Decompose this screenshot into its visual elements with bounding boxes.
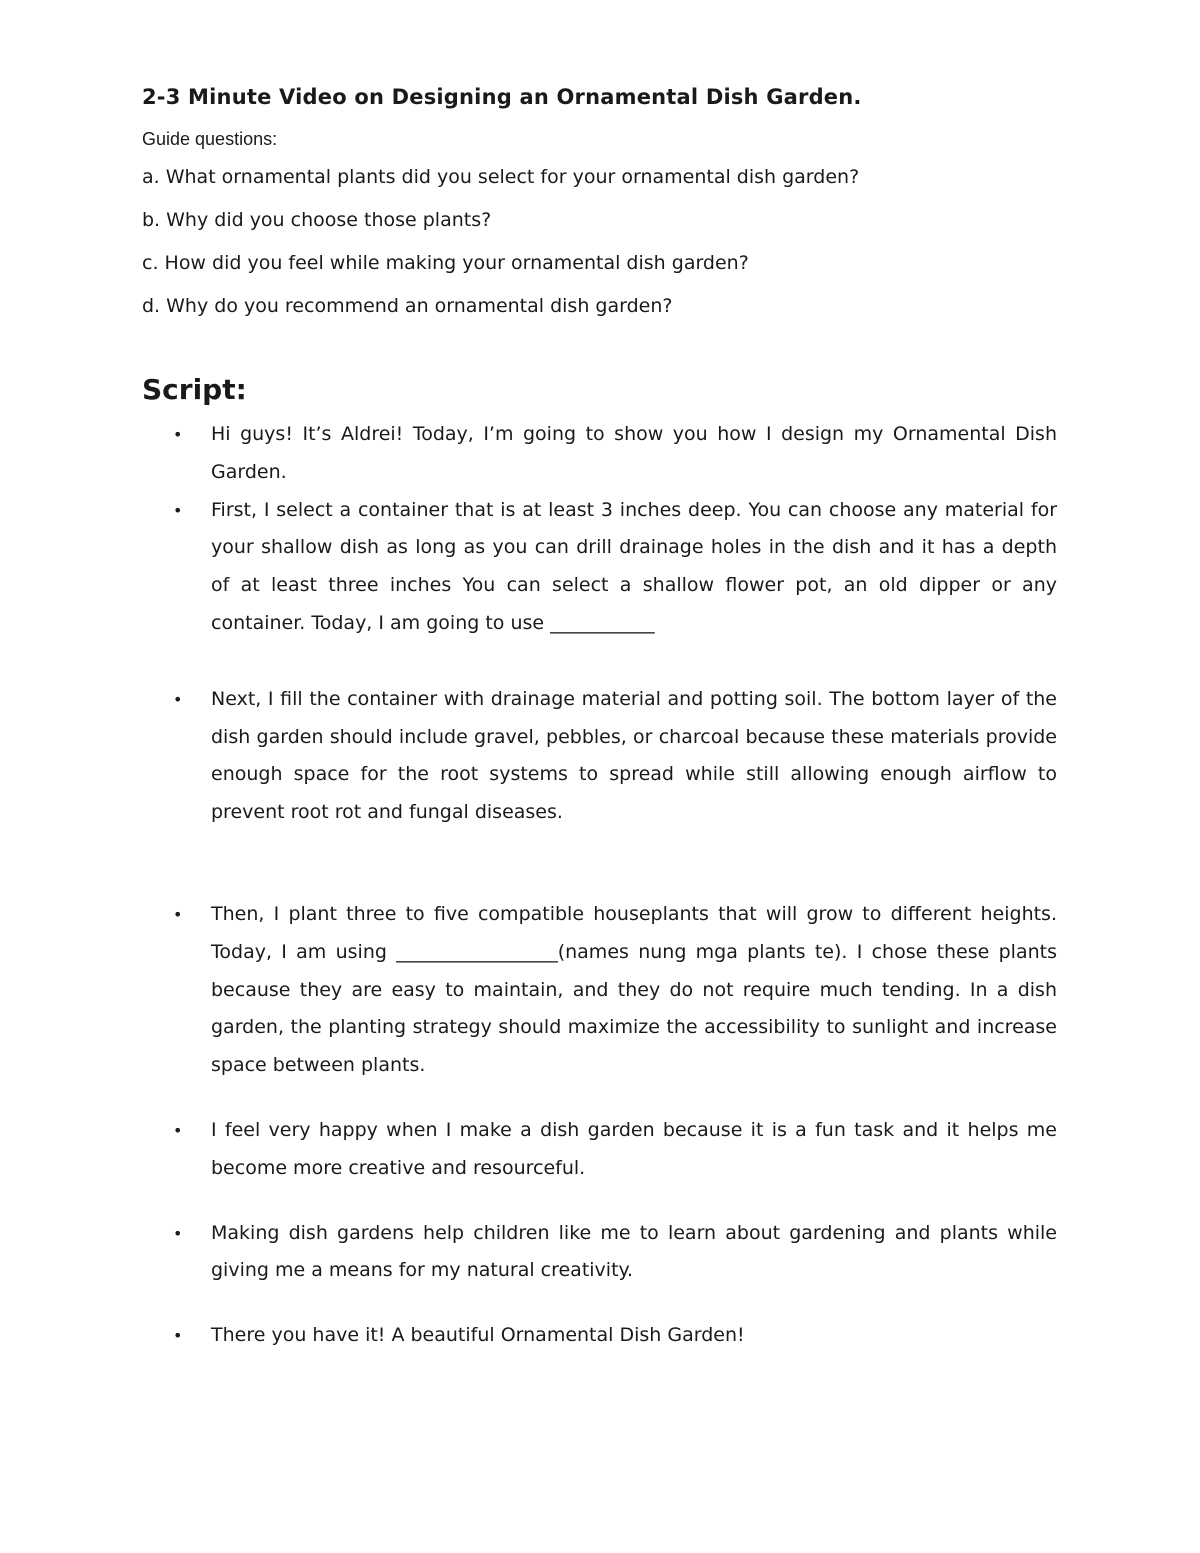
document-title: 2-3 Minute Video on Designing an Ornamental Dish Garden. [142, 85, 862, 109]
script-item-text: I feel very happy when I make a dish garden because it is a fun task and it helps me become more creative and resourceful. [211, 1118, 1057, 1179]
script-item-text: Hi guys! It’s Aldrei! Today, I’m going to show you how I design my Ornamental Dish Garden. [211, 423, 1057, 483]
document-page [142, 82, 1057, 1355]
bullet-icon: • [173, 904, 183, 924]
script-item [142, 416, 1057, 492]
bullet-icon: • [173, 1326, 183, 1346]
script-item [142, 492, 1057, 643]
bullet-icon: • [173, 1120, 183, 1140]
script-item [142, 1215, 1057, 1291]
script-item-text: There you have it! A beautiful Ornamental Dish Garden! [211, 1324, 745, 1347]
script-item-text: First, I select a container that is at least 3 inches deep. You can choose any material for your shallow dish as long as you can drill drainage holes in the dish and it has a depth of at least three inches You can select a shallow flower pot, an old dipper or any container. Today, I am going to use ___________ [211, 498, 1057, 634]
bullet-icon: • [173, 1223, 183, 1243]
script-item-text: Making dish gardens help children like me to learn about gardening and plants while giving me a means for my natural creativity. [211, 1221, 1057, 1282]
guide-question: a. What ornamental plants did you select for your ornamental dish garden? [142, 166, 860, 188]
bullet-icon: • [173, 689, 183, 709]
guide-questions-list [142, 160, 1057, 332]
script-list [142, 416, 1057, 1355]
guide-questions-label: Guide questions: [142, 129, 278, 149]
guide-question: d. Why do you recommend an ornamental dish garden? [142, 295, 673, 317]
guide-question: b. Why did you choose those plants? [142, 209, 492, 231]
script-item [142, 1112, 1057, 1188]
script-item [142, 681, 1057, 832]
script-item [142, 896, 1057, 1085]
script-item-text: Next, I fill the container with drainage material and potting soil. The bottom layer of the dish garden should include gravel, pebbles, or charcoal because these materials provide enough space for the root systems to spread while still allowing enough airflow to prevent root rot and fungal diseases. [211, 687, 1057, 824]
guide-question: c. How did you feel while making your ornamental dish garden? [142, 252, 749, 274]
bullet-icon: • [173, 500, 183, 520]
script-item [142, 1317, 1057, 1355]
script-item-text: Then, I plant three to five compatible houseplants that will grow to different heights. Today, I am using _________________(names nung mga plants te). I chose these plants because they are easy to maintain, and they do not require much tending. In a dish garden, the planting strategy should maximize the accessibility to sunlight and increase space between plants. [211, 902, 1057, 1077]
bullet-icon: • [173, 425, 183, 444]
script-heading: Script: [142, 373, 247, 406]
